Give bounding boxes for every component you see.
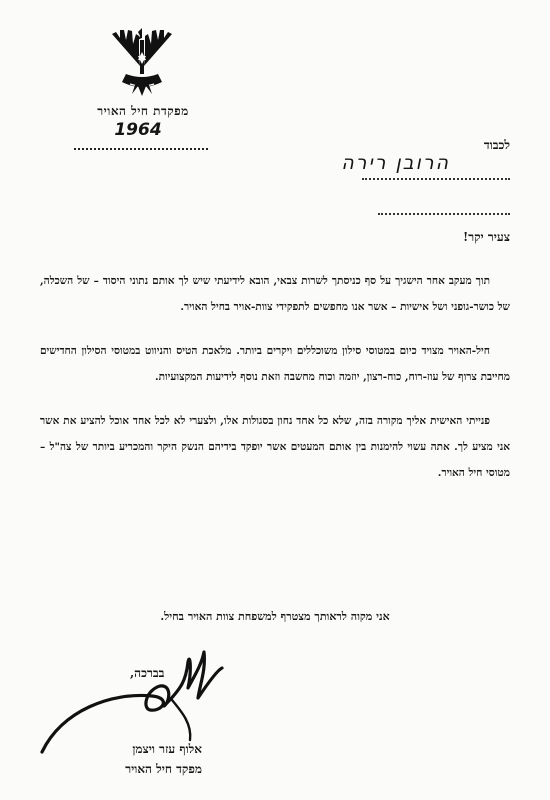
hq-title: מפקדת חיל האויר bbox=[97, 104, 189, 118]
signer-name: אלוף עזר ויצמן bbox=[132, 742, 202, 756]
recipient-line bbox=[362, 178, 510, 180]
recipient-line-2 bbox=[378, 213, 510, 215]
air-force-emblem-icon bbox=[106, 22, 178, 98]
body-paragraph: תוך מעקב אחר הישגיך על סף כניסתך לשרות צבאי, הובא לידיעתי שיש לך אותם נתוני היסוד – של השכלה, של כושר-גופני ושל אישיות – אשר אנו מחפשים לתפקידי צוות-אויר בחיל האויר. bbox=[40, 275, 510, 313]
to-label: לכבוד bbox=[483, 138, 510, 152]
signer-title: מפקד חיל האויר bbox=[125, 762, 202, 776]
letter-year: 1964 bbox=[114, 120, 162, 140]
greeting: צעיר יקר! bbox=[462, 230, 510, 244]
body-paragraph: חיל-האויר מצויד כיום במטוסי סילון משוכללים ויקרים ביותר. מלאכת הטיס והניווט במטוסי הסילון החדישים מחייבת צרוף של עוז-רוח, כוח-רצון, יוזמה וכוח מחשבה וזאת נוסף לידיעות המקצועיות. bbox=[40, 345, 510, 383]
year-underline bbox=[74, 148, 208, 150]
letter-body bbox=[40, 268, 510, 504]
blessing: בברכה, bbox=[130, 666, 165, 680]
recipient-name: הרובן רירה bbox=[341, 152, 450, 174]
body-paragraph: פנייתי האישית אליך מקורה בזה, שלא כל אחד נחון בסגולות אלו, ולצערי לא לכל אחד אוכל להציע את אשר אני מציע לך. אתה עשוי להימנות בין אותם המעטים אשר יופקד בידיהם הנשק היקר והמכריע ביותר של צה"ל – מטוסי חיל האויר. bbox=[40, 415, 510, 479]
closing-line: אני מקוה לראותך מצטרף למשפחת צוות האויר בחיל. bbox=[160, 610, 390, 623]
